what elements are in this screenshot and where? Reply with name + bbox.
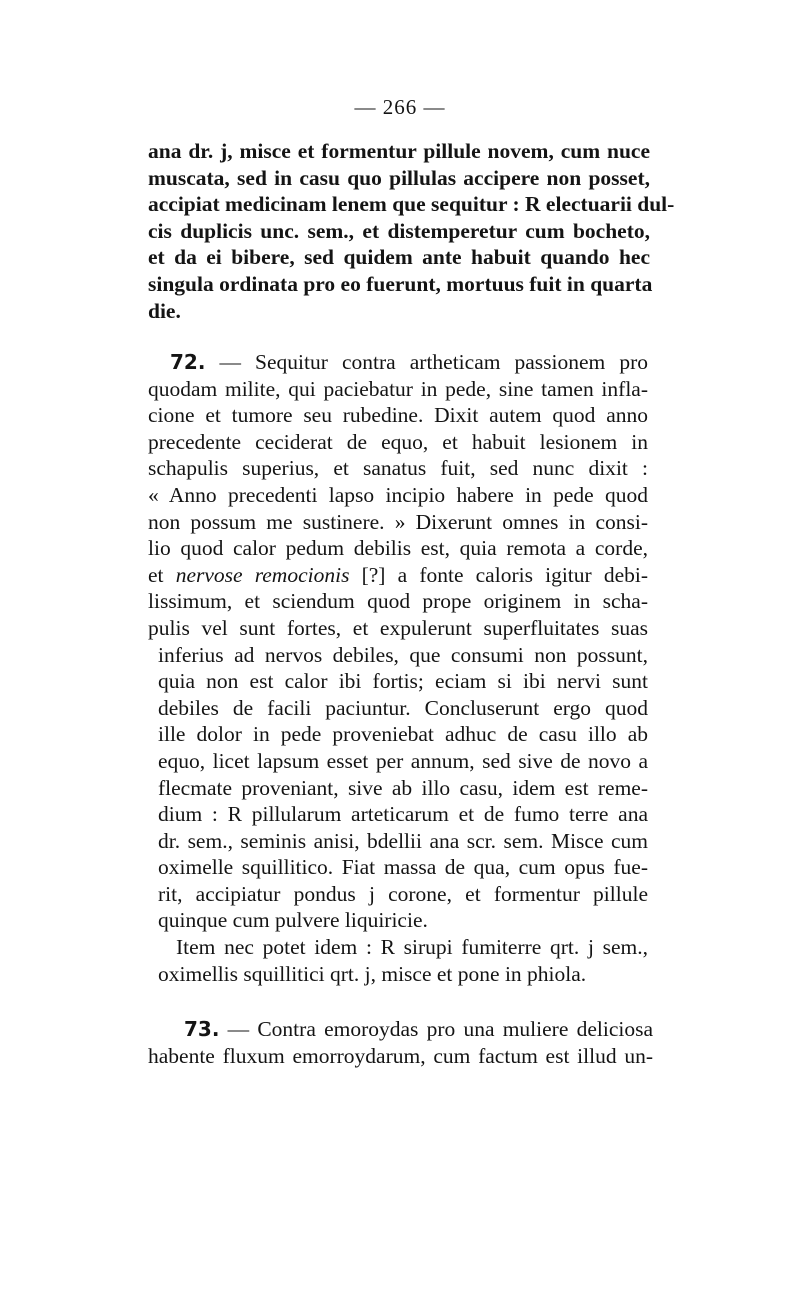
text-line: dr. sem., seminis anisi, bdellii ana scr. sem. Misce cum <box>158 828 648 853</box>
entry-number: 73. <box>184 1017 220 1041</box>
text-line: habente fluxum emorroydarum, cum factum est illud un- <box>148 1043 653 1068</box>
text-line: lio quod calor pedum debilis est, quia remota a corde, <box>148 536 648 561</box>
text-line: quodam milite, qui paciebatur in pede, sine tamen infla- <box>148 376 648 401</box>
text-line: rit, accipiatur pondus j corone, et formentur pillule <box>158 881 648 906</box>
text-line-italic <box>148 562 648 589</box>
text-line: oximelle squillitico. Fiat massa de qua, cum opus fue- <box>158 855 648 880</box>
text-line: flecmate proveniant, sive ab illo casu, idem est reme- <box>158 775 648 800</box>
entry-number: 72. <box>170 350 206 374</box>
text-line: quia non est calor ibi fortis; eciam si ibi nervi sunt <box>158 669 648 694</box>
text-fragment: et <box>148 562 164 587</box>
entry-first-line <box>148 1016 653 1043</box>
text-line: debiles de facili paciuntur. Concluserunt ergo quod <box>158 695 648 720</box>
text-line: muscata, sed in casu quo pillulas accipere non posset, <box>148 165 650 190</box>
text-line: lissimum, et sciendum quod prope originem in scha- <box>148 589 648 614</box>
text-line: et da ei bibere, sed quidem ante habuit quando hec <box>148 245 650 270</box>
text-line: oximellis squillitici qrt. j, misce et pone in phiola. <box>158 961 587 986</box>
entry-72 <box>148 349 648 987</box>
text-line: inferius ad nervos debiles, que consumi non possunt, <box>158 642 648 667</box>
text-line: ana dr. j, misce et formentur pillule novem, cum nuce <box>148 139 650 163</box>
text-line: cione et tumore seu rubedine. Dixit autem quod anno <box>148 403 648 428</box>
text-fragment: [?] a fonte caloris igitur debi- <box>361 562 649 587</box>
text-line: dium : R pillularum arteticarum et de fumo terre ana <box>158 802 648 827</box>
entry-heading-text: — Sequitur contra artheticam passionem pro <box>219 350 648 374</box>
entry-heading-text: — Contra emoroydas pro una muliere deliciosa <box>227 1017 653 1041</box>
page-number: — 266 — <box>354 95 446 119</box>
entry-first-line <box>148 349 648 376</box>
text-line: schapulis superius, et sanatus fuit, sed nunc dixit : <box>148 456 648 481</box>
intro-paragraph <box>148 138 675 324</box>
italic-phrase: nervose remocionis <box>175 562 350 587</box>
text-line: precedente ceciderat de equo, et habuit lesionem in <box>148 429 648 454</box>
text-line: non possum me sustinere. » Dixerunt omnes in consi- <box>148 509 648 534</box>
text-line: Item nec potet idem : R sirupi fumiterre qrt. j sem., <box>176 935 648 960</box>
text-line: die. <box>148 298 181 323</box>
text-line: « Anno precedenti lapso incipio habere in pede quod <box>148 482 648 507</box>
text-line: cis duplicis unc. sem., et distemperetur cum bocheto, <box>148 218 650 243</box>
text-line: accipiat medicinam lenem que sequitur : R electuarii dul- <box>148 192 675 217</box>
text-line: singula ordinata pro eo fuerunt, mortuus fuit in quarta <box>148 271 653 296</box>
text-line: ille dolor in pede proveniebat adhuc de casu illo ab <box>158 722 648 747</box>
text-line: pulis vel sunt fortes, et expulerunt superfluitates suas <box>148 615 648 640</box>
text-line: equo, licet lapsum esset per annum, sed sive de novo a <box>158 748 648 773</box>
entry-73 <box>148 1016 653 1069</box>
text-line: quinque cum pulvere liquiricie. <box>158 908 428 933</box>
